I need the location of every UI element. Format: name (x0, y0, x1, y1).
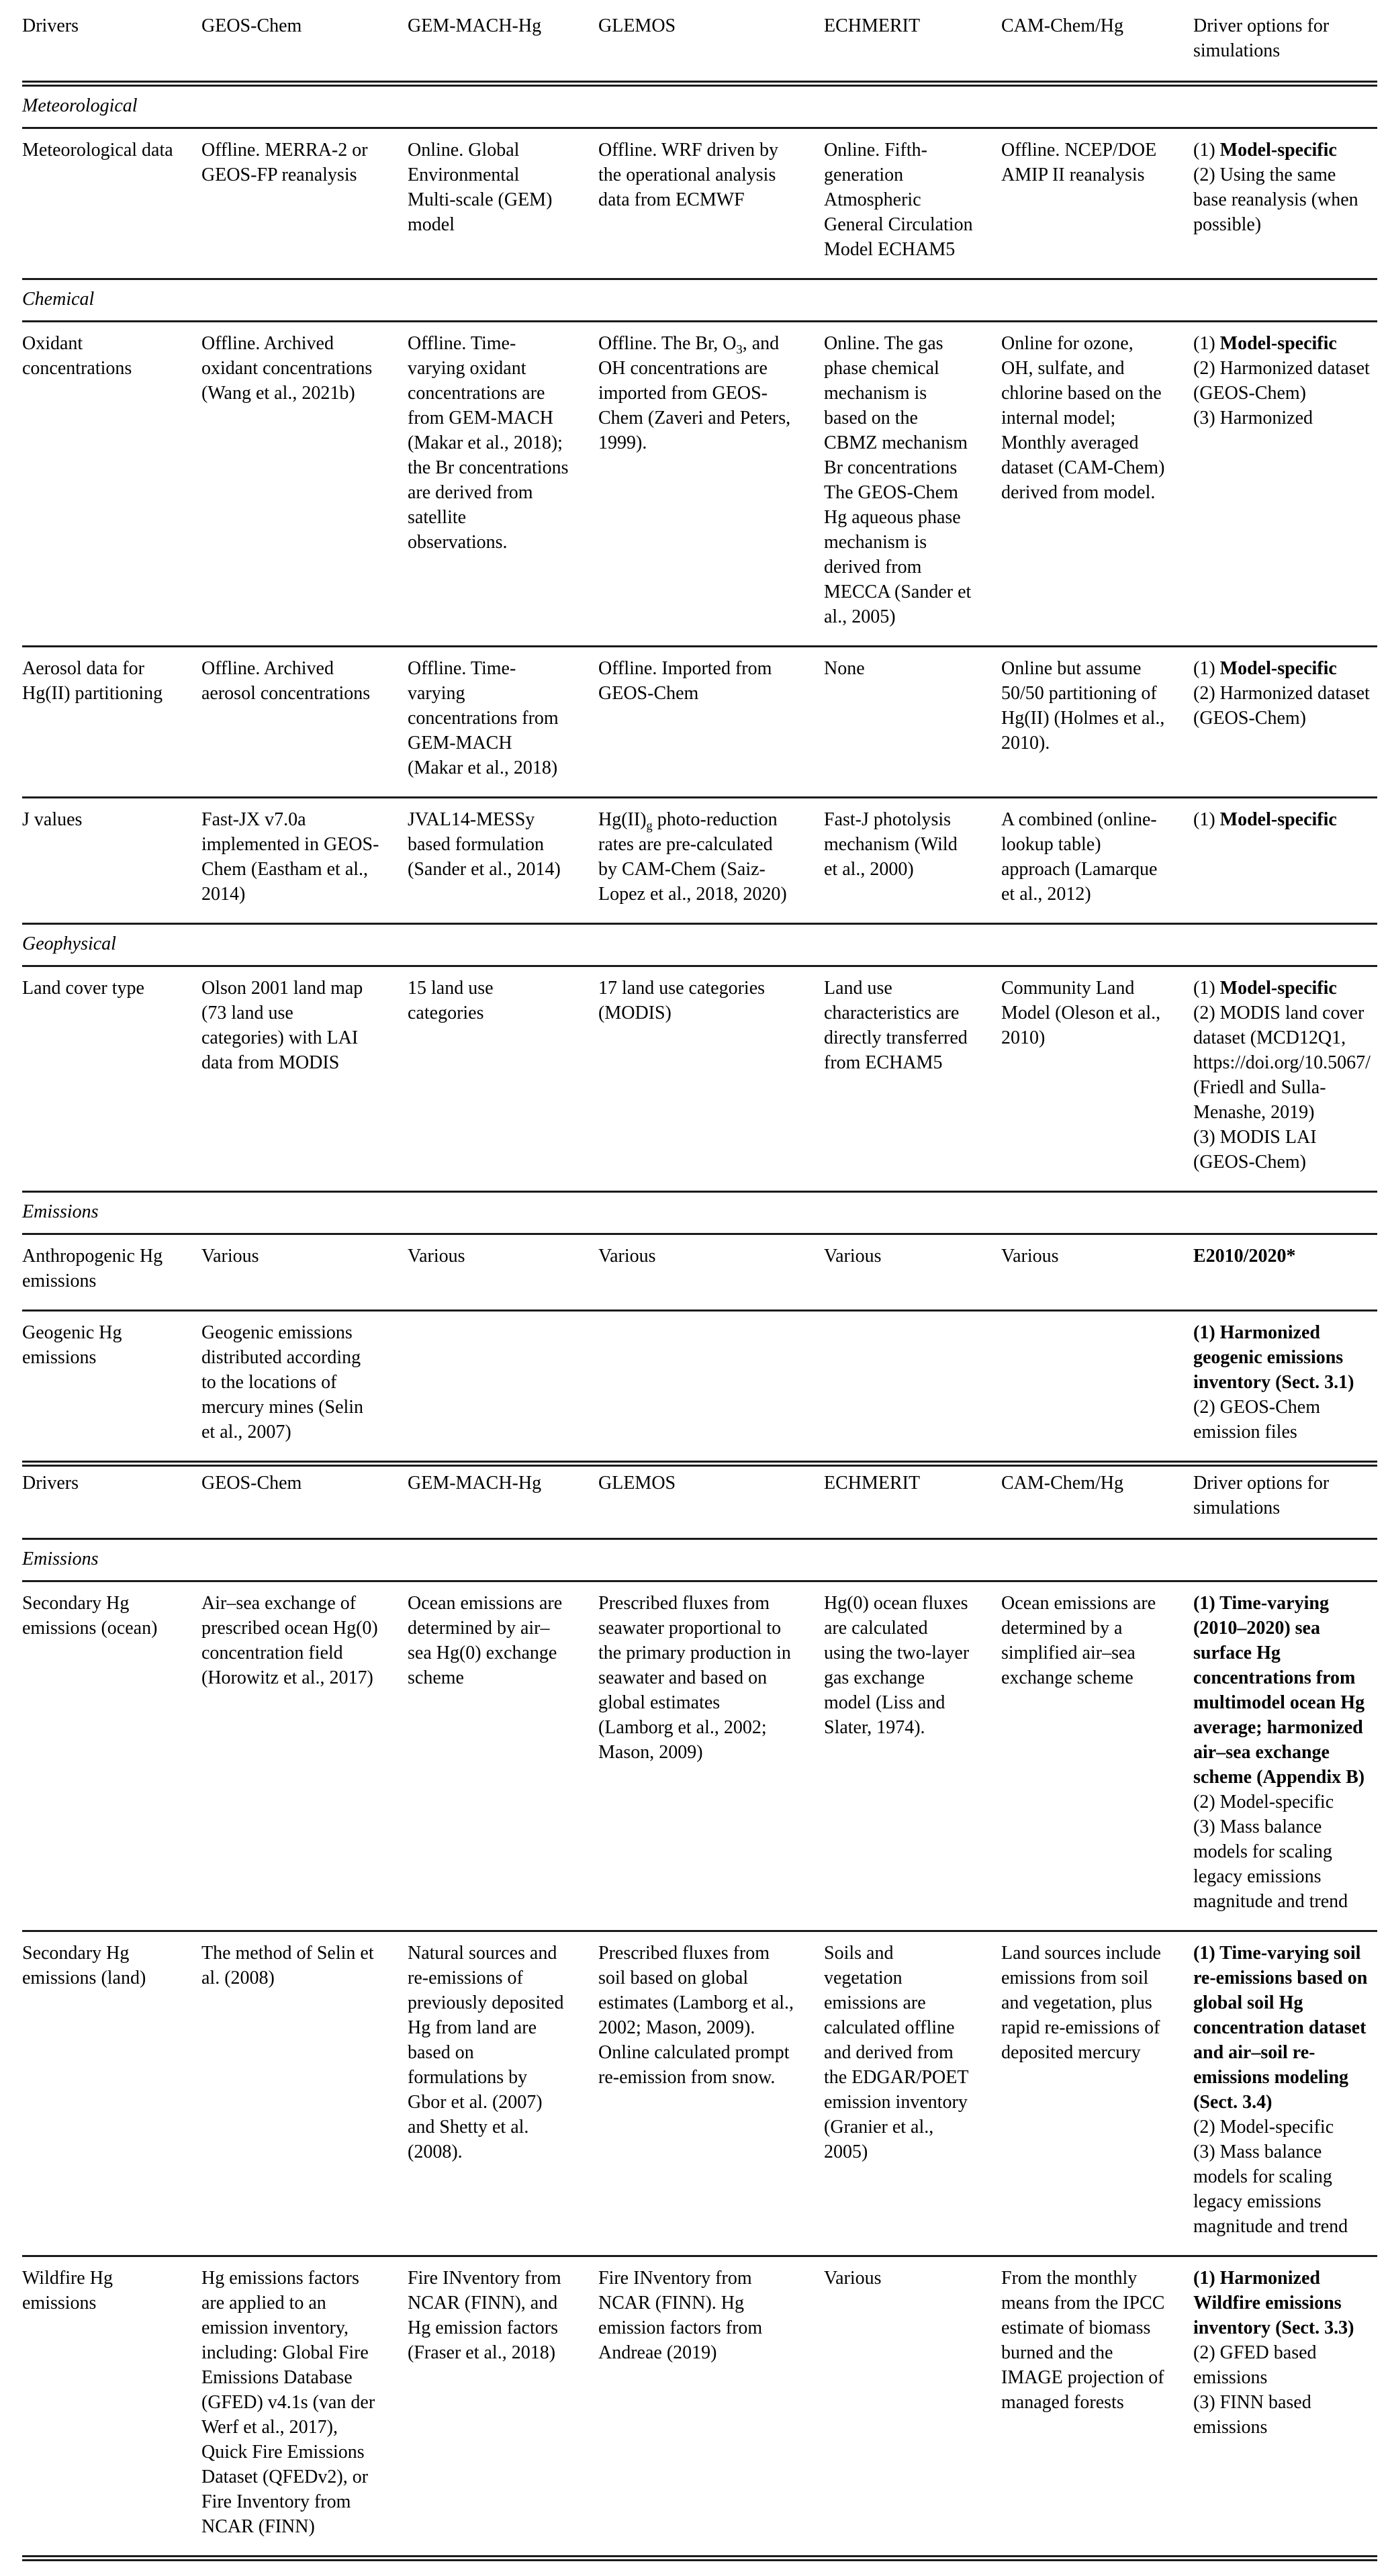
row-label: J values (22, 798, 201, 924)
cell-cam-chem-hg: Community Land Model (Oleson et al., 2010) (1001, 966, 1193, 1192)
model-drivers-table-part-2 (22, 1467, 1377, 2561)
table-row-wildfire-hg-emissions (22, 2256, 1377, 2559)
cell-echmerit: Hg(0) ocean fluxes are calculated using the two-layer gas exchange model (Liss and Slater, 1974). (824, 1581, 1001, 1931)
cell-cam-chem-hg: Online but assume 50/50 partitioning of Hg(II) (Holmes et al., 2010). (1001, 647, 1193, 798)
cell-geos-chem: Various (201, 1234, 408, 1311)
header-row (22, 1467, 1377, 1539)
cell-driver-options: (1) Model-specific (1193, 798, 1377, 924)
column-header-drivers: Drivers (22, 9, 201, 84)
row-label: Land cover type (22, 966, 201, 1192)
cell-gem-mach-hg: Natural sources and re-emissions of previously deposited Hg from land are based on formulations by Gbor et al. (2007) and Shetty et al. (2008). (408, 1931, 598, 2256)
cell-geos-chem: Offline. Archived oxidant concentrations (Wang et al., 2021b) (201, 322, 408, 647)
row-label: Geogenic Hg emissions (22, 1311, 201, 1464)
model-drivers-table-part-1 (22, 9, 1377, 1467)
table-row-geogenic-hg-emissions (22, 1311, 1377, 1464)
cell-cam-chem-hg: A combined (online-lookup table) approach (Lamarque et al., 2012) (1001, 798, 1193, 924)
section-row-emissions (22, 1192, 1377, 1234)
table-row-oxidant-concentrations (22, 322, 1377, 647)
cell-gem-mach-hg: Ocean emissions are determined by air–sea Hg(0) exchange scheme (408, 1581, 598, 1931)
cell-echmerit: Soils and vegetation emissions are calculated offline and derived from the EDGAR/POET emission inventory (Granier et al., 2005) (824, 1931, 1001, 2256)
cell-glemos (598, 1311, 824, 1464)
column-header-gem-mach-hg: GEM-MACH-Hg (408, 1467, 598, 1539)
table-row-secondary-hg-emissions-ocean (22, 1581, 1377, 1931)
cell-cam-chem-hg (1001, 1311, 1193, 1464)
cell-driver-options: (1) Time-varying soil re-emissions based on global soil Hg concentration dataset and air–soil re-emissions modeling (Sect. 3.4) (2) Model-specific (3) Mass balance models for scaling legacy emissions magnitude and trend (1193, 1931, 1377, 2256)
cell-glemos: Offline. Imported from GEOS-Chem (598, 647, 824, 798)
column-header-glemos: GLEMOS (598, 9, 824, 84)
cell-geos-chem: Olson 2001 land map (73 land use categories) with LAI data from MODIS (201, 966, 408, 1192)
row-label: Aerosol data for Hg(II) partitioning (22, 647, 201, 798)
cell-gem-mach-hg (408, 1311, 598, 1464)
table-row-meteorological-data (22, 128, 1377, 279)
column-header-echmerit: ECHMERIT (824, 1467, 1001, 1539)
column-header-geos-chem: GEOS-Chem (201, 9, 408, 84)
cell-cam-chem-hg: Ocean emissions are determined by a simplified air–sea exchange scheme (1001, 1581, 1193, 1931)
cell-glemos: 17 land use categories (MODIS) (598, 966, 824, 1192)
cell-gem-mach-hg: Fire INventory from NCAR (FINN), and Hg emission factors (Fraser et al., 2018) (408, 2256, 598, 2559)
cell-gem-mach-hg: 15 land use categories (408, 966, 598, 1192)
cell-gem-mach-hg: Offline. Time-varying concentrations from GEM-MACH (Makar et al., 2018) (408, 647, 598, 798)
cell-geos-chem: Air–sea exchange of prescribed ocean Hg(0) concentration field (Horowitz et al., 2017) (201, 1581, 408, 1931)
cell-driver-options: (1) Time-varying (2010–2020) sea surface Hg concentrations from multimodel ocean Hg average; harmonized air–sea exchange scheme (Appendix B) (2) Model-specific (3) Mass balance models for scaling legacy emissions magnitude and trend (1193, 1581, 1377, 1931)
cell-driver-options: (1) Model-specific (2) Using the same base reanalysis (when possible) (1193, 128, 1377, 279)
table-row-secondary-hg-emissions-land (22, 1931, 1377, 2256)
cell-glemos: Prescribed fluxes from soil based on global estimates (Lamborg et al., 2002; Mason, 2009). Online calculated prompt re-emission from snow. (598, 1931, 824, 2256)
row-label: Oxidant concentrations (22, 322, 201, 647)
cell-echmerit: Fast-J photolysis mechanism (Wild et al., 2000) (824, 798, 1001, 924)
section-label: Emissions (22, 1192, 1377, 1234)
row-label: Secondary Hg emissions (land) (22, 1931, 201, 2256)
cell-gem-mach-hg: JVAL14-MESSy based formulation (Sander et al., 2014) (408, 798, 598, 924)
column-header-driver-options: Driver options for simulations (1193, 9, 1377, 84)
column-header-cam-chem-hg: CAM-Chem/Hg (1001, 1467, 1193, 1539)
section-row-chemical (22, 279, 1377, 322)
row-label: Anthropogenic Hg emissions (22, 1234, 201, 1311)
cell-driver-options: (1) Harmonized geogenic emissions inventory (Sect. 3.1) (2) GEOS-Chem emission files (1193, 1311, 1377, 1464)
section-label: Geophysical (22, 924, 1377, 966)
row-label: Secondary Hg emissions (ocean) (22, 1581, 201, 1931)
cell-geos-chem: The method of Selin et al. (2008) (201, 1931, 408, 2256)
table-row-anthropogenic-hg-emissions (22, 1234, 1377, 1311)
cell-driver-options: (1) Model-specific (2) Harmonized dataset (GEOS-Chem) (3) Harmonized (1193, 322, 1377, 647)
column-header-glemos: GLEMOS (598, 1467, 824, 1539)
cell-echmerit: None (824, 647, 1001, 798)
column-header-gem-mach-hg: GEM-MACH-Hg (408, 9, 598, 84)
section-row-meteorological (22, 84, 1377, 128)
cell-glemos: Offline. WRF driven by the operational analysis data from ECMWF (598, 128, 824, 279)
table-row-land-cover-type (22, 966, 1377, 1192)
section-label: Emissions (22, 1539, 1377, 1581)
table-row-j-values (22, 798, 1377, 924)
column-header-echmerit: ECHMERIT (824, 9, 1001, 84)
cell-glemos: $Hg(II)_g$ photo-reduction rates are pre-calculated by CAM-Chem (Saiz-Lopez et al., 2018, 2020) (598, 798, 824, 924)
cell-driver-options: (1) Model-specific (2) MODIS land cover dataset (MCD12Q1, https://doi.org/10.5067/ (Friedl and Sulla-Menashe, 2019) (3) MODIS LAI (GEOS-Chem) (1193, 966, 1377, 1192)
cell-glemos: Fire INventory from NCAR (FINN). Hg emission factors from Andreae (2019) (598, 2256, 824, 2559)
section-row-geophysical (22, 924, 1377, 966)
section-label: Chemical (22, 279, 1377, 322)
cell-driver-options: E2010/2020* (1193, 1234, 1377, 1311)
cell-glemos: Offline. The Br, $O_3$, and OH concentrations are imported from GEOS-Chem (Zaveri and Peters, 1999). (598, 322, 824, 647)
cell-echmerit: Land use characteristics are directly transferred from ECHAM5 (824, 966, 1001, 1192)
table-row-aerosol-data (22, 647, 1377, 798)
cell-gem-mach-hg: Various (408, 1234, 598, 1311)
column-header-cam-chem-hg: CAM-Chem/Hg (1001, 9, 1193, 84)
cell-geos-chem: Offline. MERRA-2 or GEOS-FP reanalysis (201, 128, 408, 279)
row-label: Wildfire Hg emissions (22, 2256, 201, 2559)
section-label: Meteorological (22, 84, 1377, 128)
cell-echmerit: Online. Fifth-generation Atmospheric General Circulation Model ECHAM5 (824, 128, 1001, 279)
cell-geos-chem: Fast-JX v7.0a implemented in GEOS-Chem (Eastham et al., 2014) (201, 798, 408, 924)
cell-driver-options: (1) Model-specific (2) Harmonized dataset (GEOS-Chem) (1193, 647, 1377, 798)
cell-geos-chem: Offline. Archived aerosol concentrations (201, 647, 408, 798)
cell-glemos: Prescribed fluxes from seawater proportional to the primary production in seawater and based on global estimates (Lamborg et al., 2002; Mason, 2009) (598, 1581, 824, 1931)
column-header-geos-chem: GEOS-Chem (201, 1467, 408, 1539)
row-label: Meteorological data (22, 128, 201, 279)
cell-cam-chem-hg: Various (1001, 1234, 1193, 1311)
cell-cam-chem-hg: Online for ozone, OH, sulfate, and chlorine based on the internal model; Monthly averaged dataset (CAM-Chem) derived from model. (1001, 322, 1193, 647)
cell-echmerit: Online. The gas phase chemical mechanism is based on the CBMZ mechanism Br concentrations The GEOS-Chem Hg aqueous phase mechanism is derived from MECCA (Sander et al., 2005) (824, 322, 1001, 647)
column-header-driver-options: Driver options for simulations (1193, 1467, 1377, 1539)
cell-cam-chem-hg: Land sources include emissions from soil and vegetation, plus rapid re-emissions of deposited mercury (1001, 1931, 1193, 2256)
cell-driver-options: (1) Harmonized Wildfire emissions inventory (Sect. 3.3) (2) GFED based emissions (3) FINN based emissions (1193, 2256, 1377, 2559)
header-row (22, 9, 1377, 84)
cell-geos-chem: Hg emissions factors are applied to an emission inventory, including: Global Fire Emissions Database (GFED) v4.1s (van der Werf et al., 2017), Quick Fire Emissions Dataset (QFEDv2), or Fire Inventory from NCAR (FINN) (201, 2256, 408, 2559)
cell-echmerit: Various (824, 1234, 1001, 1311)
cell-geos-chem: Geogenic emissions distributed according to the locations of mercury mines (Selin et al., 2007) (201, 1311, 408, 1464)
section-row-emissions (22, 1539, 1377, 1581)
cell-echmerit (824, 1311, 1001, 1464)
cell-glemos: Various (598, 1234, 824, 1311)
cell-echmerit: Various (824, 2256, 1001, 2559)
cell-cam-chem-hg: From the monthly means from the IPCC estimate of biomass burned and the IMAGE projection of managed forests (1001, 2256, 1193, 2559)
cell-gem-mach-hg: Offline. Time-varying oxidant concentrations are from GEM-MACH (Makar et al., 2018); the Br concentrations are derived from satellite observations. (408, 322, 598, 647)
cell-gem-mach-hg: Online. Global Environmental Multi-scale (GEM) model (408, 128, 598, 279)
cell-cam-chem-hg: Offline. NCEP/DOE AMIP II reanalysis (1001, 128, 1193, 279)
column-header-drivers: Drivers (22, 1467, 201, 1539)
